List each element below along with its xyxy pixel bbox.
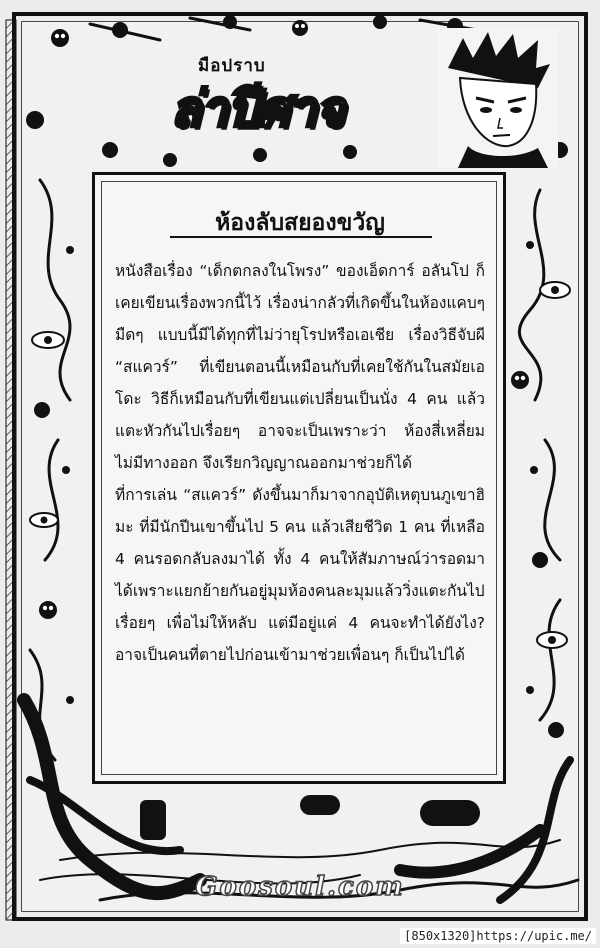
series-logo — [168, 46, 398, 138]
chapter-title: ห้องลับสยองขวัญ — [215, 210, 385, 236]
series-logo-title: ล่าปีศาจ — [170, 79, 344, 138]
article-paragraph-2: ที่การเล่น “สแควร์” ดังขึ้นมาก็มาจากอุบัติเหตุบนภูเขาฮิมะ ที่มีนักปีนเขาขึ้นไป 5 คน แล้วเสียชีวิต 1 คน ที่เหลือ 4 คนรอดกลับลงมาได้ ทั้ง 4 คนให้สัมภาษณ์ว่ารอดมาได้เพราะแยกย้ายกันอยู่มุมห้องคนละมุมแล้ววิ่งแตะกันไปเรื่อยๆ เพื่อไม่ให้หลับ แต่มีอยู่แค่ 4 คนจะทำได้ยังไง? อาจเป็นคนที่ตายไปก่อนเข้ามาช่วยเพื่อนๆ ก็เป็นไปได้ — [115, 486, 485, 664]
hero-portrait-illustration — [438, 28, 558, 168]
article-paragraph-1: หนังสือเรื่อง “เด็กตกลงในโพรง” ของเอ็ดการ์ อลันโป ก็เคยเขียนเรื่องพวกนี้ไว้ เรื่องน่ากลัวที่เกิดขึ้นในห้องแคบๆ มืดๆ แบบนี้มีได้ทุกที่ไม่ว่ายุโรปหรือเอเชีย เรื่องวิธีจับผี “สแควร์” ที่เขียนตอนนี้เหมือนกับที่เคยใช้กันในสมัยเอโดะ วิธีก็เหมือนกับที่เขียนแต่เปลี่ยนเป็นนั่ง 4 คน แล้วแตะหัวกันไปเรื่อยๆ อาจจะเป็นเพราะว่า ห้องสี่เหลี่ยมไม่มีทางออก จึงเรียกวิญญาณออกมาช่วยก็ได้ — [115, 262, 485, 472]
source-tag: [850x1320]https://upic.me/ — [400, 928, 596, 944]
title-underline — [170, 236, 432, 238]
site-watermark: Goosoul.com — [195, 872, 405, 902]
series-logo-subtitle: มือปราบ — [198, 56, 266, 76]
article-body — [115, 255, 485, 671]
